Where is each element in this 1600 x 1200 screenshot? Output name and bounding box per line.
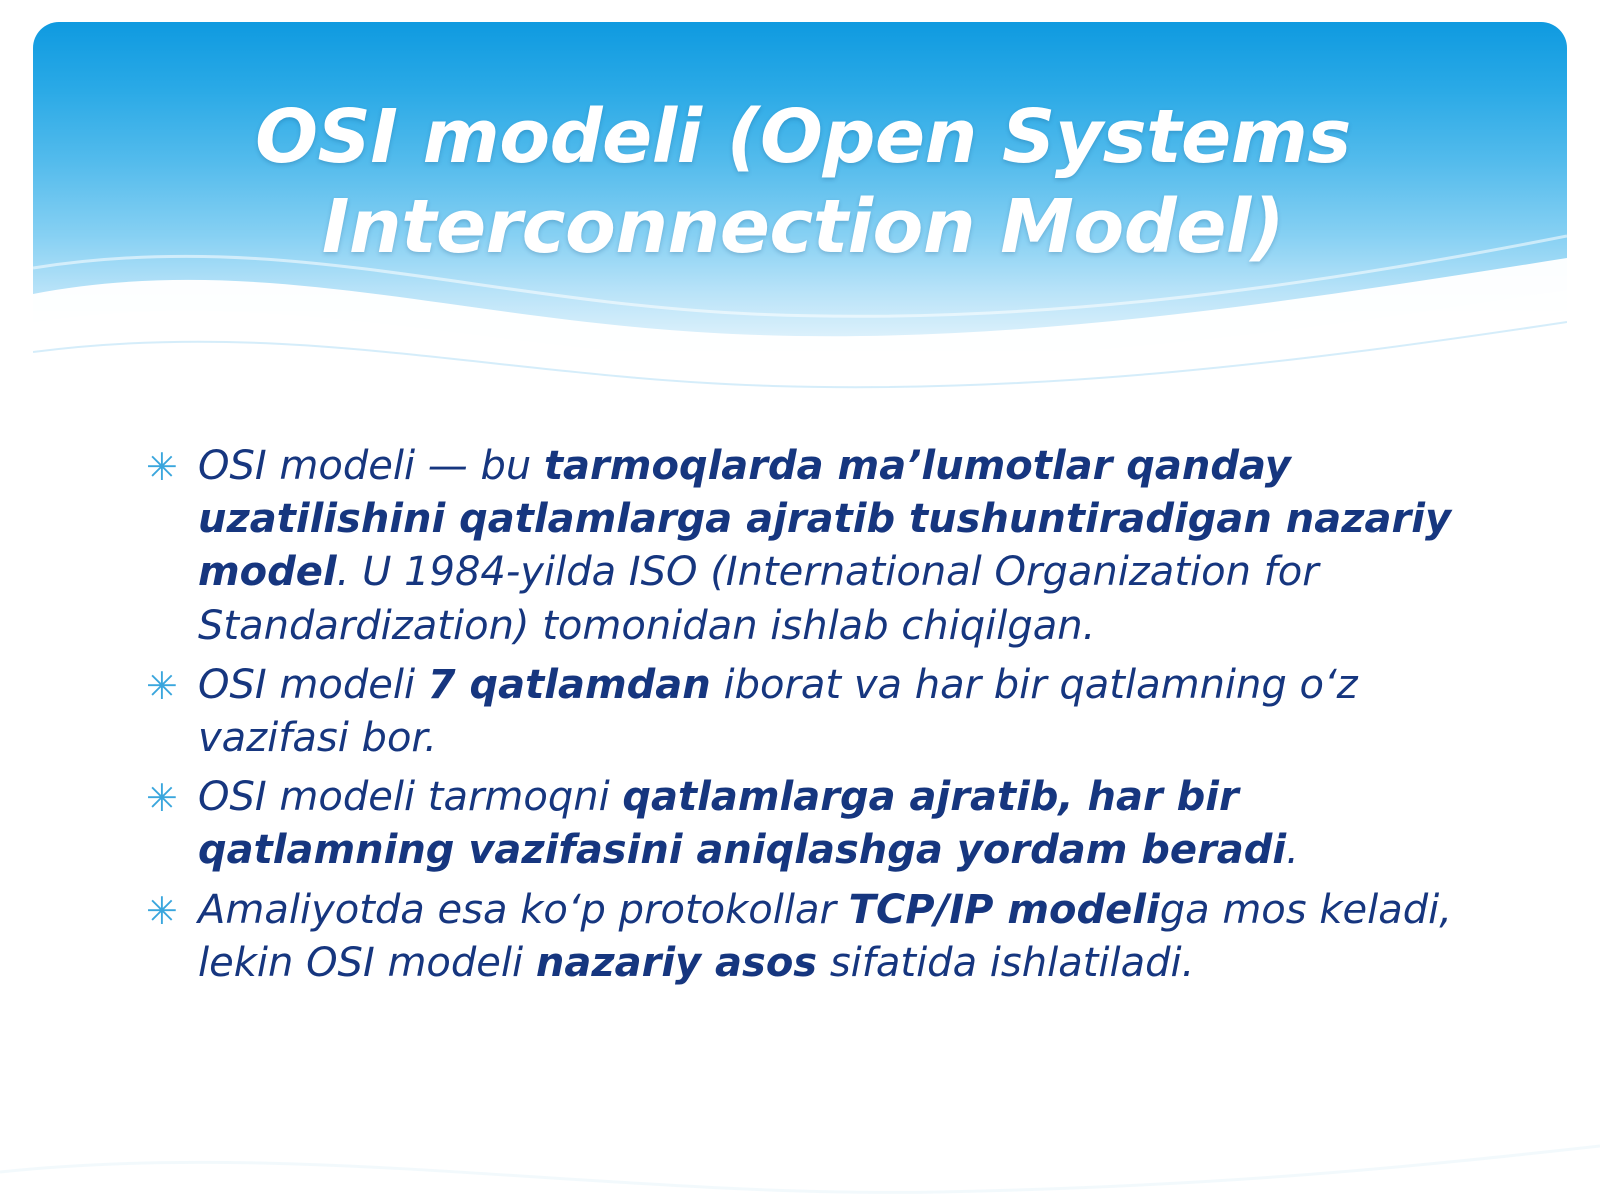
- bullet-segment-bold: 7 qatlamdan: [427, 661, 711, 708]
- bullet-segment: OSI modeli: [198, 661, 428, 708]
- bullet-text-4: [198, 884, 1470, 990]
- bullet-segment: . U 1984-yilda ISO (International Organization for Standardization) tomonidan ishlab chiqilgan.: [198, 549, 1319, 649]
- bullet-segment: .: [1286, 827, 1299, 874]
- bullet-text-1: [198, 440, 1470, 653]
- bullet-text-3: [198, 771, 1470, 877]
- bullet-text-2: [198, 659, 1470, 765]
- footer-wave-decoration: [0, 1080, 1600, 1200]
- bullet-segment: iborat va har bir qatlamning o‘z vazifasi bor.: [198, 661, 1358, 761]
- list-item: [140, 659, 1470, 765]
- bullet-segment: OSI modeli — bu: [198, 443, 544, 489]
- bullet-segment: sifatida ishlatiladi.: [817, 939, 1195, 986]
- bullet-segment-bold: nazariy asos: [535, 939, 818, 986]
- list-item: [140, 771, 1470, 877]
- bullet-star-icon: ✳: [146, 888, 178, 933]
- bullet-segment: OSI modeli tarmoqni: [198, 774, 623, 821]
- bullet-segment-bold: tarmoqlarda ma’lumotlar qanday uzatilishini qatlamlarga ajratib tushuntiradigan nazariy model: [198, 443, 1452, 596]
- bullet-segment-bold: qatlamlarga ajratib, har bir qatlamning vazifasini aniqlashga yordam beradi: [198, 774, 1287, 874]
- list-item: [140, 884, 1470, 990]
- bullet-star-icon: ✳: [146, 445, 178, 489]
- bullet-star-icon: ✳: [146, 776, 178, 821]
- bullet-segment: ga mos keladi, lekin OSI modeli: [198, 886, 1452, 986]
- bullet-list: [140, 440, 1470, 996]
- list-item: [140, 440, 1470, 653]
- bullet-star-icon: ✳: [146, 663, 178, 708]
- page-title: OSI modeli (Open Systems Interconnection Model): [255, 94, 1351, 271]
- slide-header-banner: [33, 22, 1567, 432]
- bullet-segment: Amaliyotda esa ko‘p protokollar: [198, 886, 849, 933]
- bullet-segment-bold: TCP/IP modeli: [848, 886, 1160, 933]
